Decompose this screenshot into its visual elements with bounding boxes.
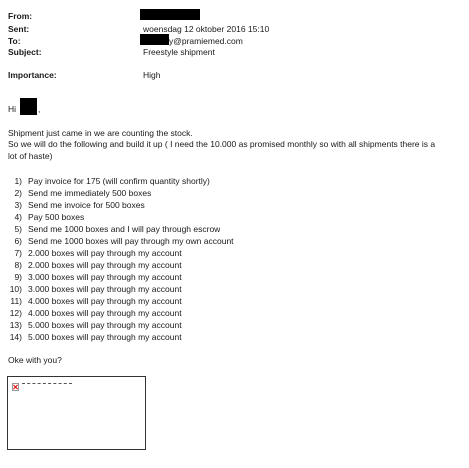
importance-label: Importance:	[8, 70, 57, 80]
broken-image-icon	[12, 383, 19, 391]
to-redaction	[140, 34, 169, 45]
body-line-3: lot of haste)	[8, 151, 53, 161]
list-item: 8) 2.000 boxes will pay through my account	[14, 260, 182, 270]
sent-value: woensdag 12 oktober 2016 15:10	[143, 24, 270, 34]
from-label: From:	[8, 11, 33, 21]
broken-image-alt-placeholder	[22, 383, 72, 384]
list-item: 7) 2.000 boxes will pay through my account	[14, 248, 182, 258]
list-item: 9) 3.000 boxes will pay through my account	[14, 272, 182, 282]
list-item: 12) 4.000 boxes will pay through my account	[9, 308, 182, 318]
list-item: 14) 5.000 boxes will pay through my account	[9, 332, 182, 342]
body-line-1: Shipment just came in we are counting the stock.	[8, 128, 193, 138]
subject-value: Freestyle shipment	[143, 47, 215, 57]
list-item: 1) Pay invoice for 175 (will confirm quantity shortly)	[14, 176, 210, 186]
list-item: 13) 5.000 boxes will pay through my account	[9, 320, 182, 330]
importance-value: High	[143, 70, 161, 80]
closing-line: Oke with you?	[8, 355, 62, 365]
list-item: 5) Send me 1000 boxes and I will pay through escrow	[14, 224, 221, 234]
list-item: 6) Send me 1000 boxes will pay through my own account	[14, 236, 234, 246]
greeting-prefix: Hi	[8, 104, 17, 114]
subject-label: Subject:	[8, 47, 42, 57]
list-item: 2) Send me immediately 500 boxes	[14, 188, 152, 198]
to-label: To:	[8, 36, 21, 46]
greeting-comma: ,	[38, 104, 41, 114]
list-item: 4) Pay 500 boxes	[14, 212, 85, 222]
list-item: 10) 3.000 boxes will pay through my account	[9, 284, 182, 294]
greeting	[8, 104, 16, 114]
from-redaction	[140, 9, 200, 20]
broken-image-frame	[7, 376, 146, 450]
greeting-name-redaction	[20, 98, 37, 115]
list-item: 11) 4.000 boxes will pay through my account	[10, 296, 182, 306]
to-value[interactable]: y@pramiemed.com	[169, 36, 243, 46]
list-item: 3) Send me invoice for 500 boxes	[14, 200, 145, 210]
sent-label: Sent:	[8, 24, 30, 34]
body-line-2: So we will do the following and build it up ( I need the 10.000 as promised monthly so with all shipments there is a	[8, 139, 436, 149]
